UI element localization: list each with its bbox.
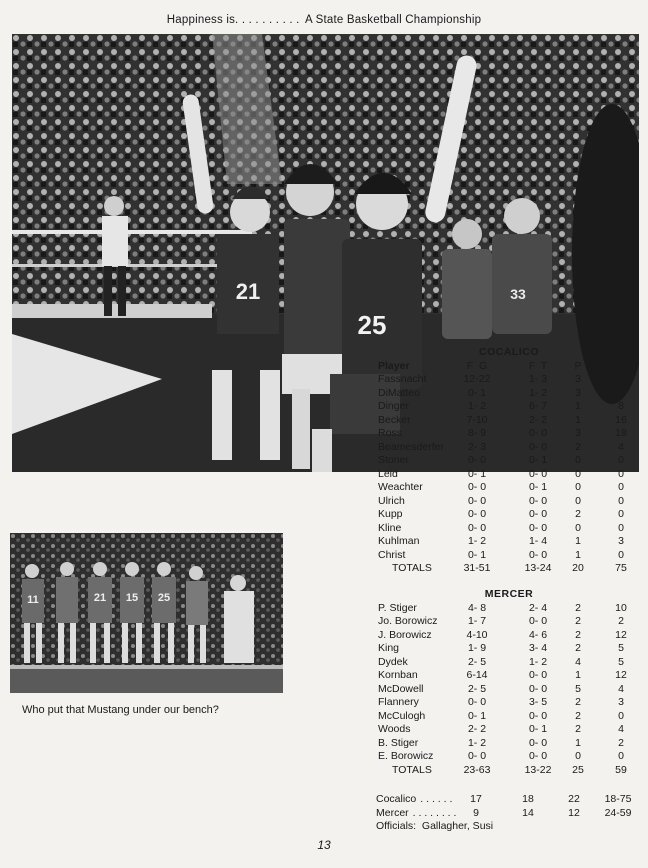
points: 18 (615, 427, 627, 439)
table-row (378, 481, 640, 495)
field-goals: 0- 1 (467, 386, 487, 399)
quarter-2: 18 (522, 793, 534, 805)
totals-row (378, 764, 640, 778)
table-row (378, 508, 640, 522)
free-throws: 3- 5 (528, 696, 548, 708)
field-goals: 6-14 (466, 669, 488, 681)
table-row (378, 387, 640, 401)
fouls: 1 (575, 400, 581, 412)
field-goals: 0- 0 (467, 750, 487, 762)
points: 16 (615, 413, 627, 426)
table-row (378, 750, 640, 764)
points: 10 (615, 601, 627, 614)
points: 3 (618, 535, 624, 547)
points: 25 (615, 373, 627, 385)
table-row (378, 427, 640, 441)
player-name: Christ (378, 548, 406, 561)
table-row (378, 400, 640, 414)
free-throws: 3- 4 (528, 642, 548, 654)
table-row (378, 468, 640, 482)
player-name: King (378, 642, 400, 654)
free-throws: 0- 0 (528, 440, 548, 453)
points: 0 (618, 467, 624, 480)
free-throws: 0- 0 (528, 682, 548, 695)
player-name: Kuhlman (378, 535, 420, 547)
fouls: 2 (575, 615, 581, 627)
column-header-pts: PTS (610, 359, 632, 372)
team-bench-photo-art (10, 533, 283, 693)
field-goals: 0- 1 (467, 467, 487, 480)
column-header-p: P (574, 359, 582, 372)
jersey-number: 33 (510, 286, 526, 302)
field-goals: 0- 1 (467, 548, 487, 561)
table-row (378, 629, 640, 643)
fouls: 4 (575, 655, 581, 668)
totals-p: 20 (572, 562, 584, 574)
field-goals: 2- 5 (467, 682, 487, 695)
points: 0 (618, 454, 624, 466)
fouls: 0 (575, 750, 581, 762)
column-header-player: Player (378, 359, 410, 372)
table-row (378, 535, 640, 549)
column-header-ft: F T (528, 359, 548, 372)
totals-label: TOTALS (392, 763, 432, 776)
fouls: 1 (575, 535, 581, 547)
points: 12 (615, 669, 627, 681)
player-name: McCulogh (378, 709, 426, 722)
player-name: J. Borowicz (378, 628, 432, 641)
field-goals: 2- 5 (467, 655, 487, 668)
field-goals: 0- 0 (467, 508, 487, 520)
free-throws: 0- 0 (528, 508, 548, 520)
table-row (378, 454, 640, 468)
player-name: Kornban (378, 669, 418, 681)
mercer-box-score (378, 588, 640, 777)
fouls: 3 (575, 373, 581, 385)
table-row (378, 602, 640, 616)
player-name: Ross (378, 427, 402, 439)
free-throws: 0- 1 (528, 454, 548, 466)
points: 4 (618, 440, 624, 453)
summary-leader-dots: . . . . . . (420, 793, 453, 805)
free-throws: 0- 0 (528, 467, 548, 480)
column-header-fg: F G (466, 359, 488, 372)
summary-row (376, 793, 640, 807)
field-goals: 2- 2 (467, 723, 487, 735)
mercer-player-rows (378, 602, 640, 764)
summary-team-name: Mercer (376, 806, 409, 819)
field-goals: 4- 8 (467, 601, 487, 614)
free-throws: 0- 0 (528, 615, 548, 627)
free-throws: 2- 4 (528, 601, 548, 614)
jersey-number: 15 (125, 592, 139, 604)
team-name: COCALICO (479, 346, 539, 358)
totals-ft: 13-24 (524, 562, 552, 574)
quarter-3: 22 (568, 793, 580, 805)
fouls: 3 (575, 427, 581, 439)
fouls: 2 (575, 709, 581, 722)
summary-team (376, 793, 452, 805)
table-row (378, 642, 640, 656)
fouls: 3 (575, 386, 581, 399)
field-goals: 7-10 (466, 413, 488, 426)
table-row (378, 549, 640, 563)
summary-team-name: Cocalico (376, 793, 417, 805)
totals-fg: 23-63 (463, 763, 491, 776)
totals-ft: 13-22 (524, 763, 552, 776)
team-bench-photo (10, 533, 283, 693)
table-row (378, 414, 640, 428)
free-throws: 1- 4 (528, 535, 548, 547)
field-goals: 0- 1 (467, 709, 487, 722)
player-name: Beamesderfer (378, 440, 444, 453)
points: 4 (618, 682, 624, 695)
player-name: B. Stiger (378, 736, 419, 749)
player-name: Flannery (378, 696, 419, 708)
points: 8 (618, 400, 624, 412)
free-throws: 0- 0 (528, 521, 548, 534)
points: 12 (615, 628, 627, 641)
table-header (378, 360, 640, 374)
jersey-number: 25 (357, 310, 387, 340)
free-throws: 1- 3 (528, 373, 548, 385)
totals-fg: 31-51 (463, 562, 491, 574)
table-row (378, 710, 640, 724)
final-score: 18-75 (604, 793, 632, 805)
field-goals: 0- 0 (467, 494, 487, 507)
free-throws: 0- 0 (528, 750, 548, 762)
table-row (378, 683, 640, 697)
jersey-number: 25 (157, 592, 171, 604)
fouls: 2 (575, 628, 581, 641)
field-goals: 1- 2 (467, 535, 487, 547)
player-name: DiMatteo (378, 386, 421, 399)
fouls: 2 (575, 723, 581, 735)
totals-pts: 75 (615, 562, 627, 574)
free-throws: 0- 0 (528, 548, 548, 561)
free-throws: 0- 0 (528, 709, 548, 722)
table-row (378, 656, 640, 670)
fouls: 1 (575, 548, 581, 561)
table-row (378, 696, 640, 710)
fouls: 5 (575, 682, 581, 695)
fouls: 0 (575, 494, 581, 507)
field-goals: 4-10 (466, 628, 488, 641)
fouls: 1 (575, 413, 581, 426)
field-goals: 1- 9 (467, 642, 487, 654)
fouls: 2 (575, 440, 581, 453)
points: 5 (618, 642, 624, 654)
player-name: Ulrich (378, 494, 405, 507)
fouls: 2 (575, 508, 581, 520)
field-goals: 8- 9 (467, 427, 487, 439)
table-row (378, 723, 640, 737)
player-name: Weachter (378, 481, 423, 493)
field-goals: 0- 0 (467, 481, 487, 493)
jersey-number: 11 (27, 594, 39, 606)
player-name: McDowell (378, 682, 424, 695)
table-row (378, 522, 640, 536)
points: 3 (618, 696, 624, 708)
page-header (0, 14, 648, 26)
quarter-1: 9 (473, 806, 479, 819)
field-goals: 1- 2 (467, 736, 487, 749)
fouls: 0 (575, 521, 581, 534)
free-throws: 0- 1 (528, 723, 548, 735)
player-name: Dinger (378, 400, 409, 412)
points: 1 (618, 386, 624, 399)
player-name: P. Stiger (378, 601, 417, 614)
player-name: E. Borowicz (378, 750, 434, 762)
points: 0 (618, 494, 624, 507)
summary-leader-dots: . . . . . . . . (412, 806, 457, 819)
fouls: 2 (575, 601, 581, 614)
quarter-1: 17 (470, 793, 482, 805)
field-goals: 0- 0 (467, 521, 487, 534)
field-goals: 2- 3 (467, 440, 487, 453)
player-name: Woods (378, 723, 411, 735)
free-throws: 1- 2 (528, 386, 548, 399)
cocalico-box-score (378, 346, 640, 576)
points: 5 (618, 655, 624, 668)
player-name: Dydek (378, 655, 408, 668)
fouls: 2 (575, 696, 581, 708)
field-goals: 0- 0 (467, 454, 487, 466)
totals-label: TOTALS (392, 562, 432, 574)
table-row (378, 495, 640, 509)
field-goals: 1- 2 (467, 400, 487, 412)
free-throws: 0- 0 (528, 494, 548, 507)
free-throws: 2- 2 (528, 413, 548, 426)
free-throws: 0- 0 (528, 736, 548, 749)
player-name: Becker (378, 413, 411, 426)
points: 0 (618, 508, 624, 520)
points: 0 (618, 709, 624, 722)
final-score: 24-59 (604, 806, 632, 819)
points: 2 (618, 736, 624, 749)
points: 0 (618, 548, 624, 561)
table-row (378, 737, 640, 751)
summary-row (376, 807, 640, 821)
totals-pts: 59 (615, 763, 627, 776)
field-goals: 1- 7 (467, 615, 487, 627)
player-name: Kupp (378, 508, 403, 520)
header-lead: Happiness is. . . . . . . . . . (166, 14, 300, 26)
totals-row (378, 562, 640, 576)
field-goals: 0- 0 (467, 696, 487, 708)
fouls: 2 (575, 642, 581, 654)
jersey-number: 21 (235, 279, 261, 304)
player-name: Leid (378, 467, 398, 480)
summary-team (376, 807, 456, 819)
fouls: 1 (575, 669, 581, 681)
quarter-2: 14 (522, 806, 534, 819)
team-name: MERCER (484, 588, 534, 600)
points: 0 (618, 750, 624, 762)
table-row (378, 441, 640, 455)
fouls: 0 (575, 467, 581, 480)
free-throws: 0- 0 (528, 669, 548, 681)
totals-p: 25 (572, 763, 584, 776)
summary-rows (376, 793, 640, 820)
points: 0 (618, 521, 624, 534)
free-throws: 0- 0 (528, 427, 548, 439)
free-throws: 0- 1 (528, 481, 548, 493)
score-summary (376, 793, 640, 832)
jersey-number: 21 (93, 592, 107, 604)
page-number: 13 (317, 838, 331, 852)
fouls: 0 (575, 454, 581, 466)
free-throws: 6- 7 (528, 400, 548, 412)
table-row (378, 669, 640, 683)
fouls: 1 (575, 736, 581, 749)
officials-line: Officials: Gallagher, Susi (376, 820, 494, 832)
quarter-3: 12 (568, 806, 580, 819)
points: 4 (618, 723, 624, 735)
player-name: Fassnacht (378, 373, 427, 385)
player-name: Stoner (378, 454, 409, 466)
photo-caption: Who put that Mustang under our bench? (22, 704, 219, 716)
free-throws: 1- 2 (528, 655, 548, 668)
free-throws: 4- 6 (528, 628, 548, 641)
points: 2 (618, 615, 624, 627)
points: 0 (618, 481, 624, 493)
header-title: A State Basketball Championship (304, 14, 482, 26)
player-name: Jo. Borowicz (378, 615, 438, 627)
table-row (378, 373, 640, 387)
field-goals: 12-22 (463, 373, 491, 385)
fouls: 0 (575, 481, 581, 493)
table-row (378, 615, 640, 629)
cocalico-player-rows (378, 373, 640, 562)
player-name: Kline (378, 521, 402, 534)
